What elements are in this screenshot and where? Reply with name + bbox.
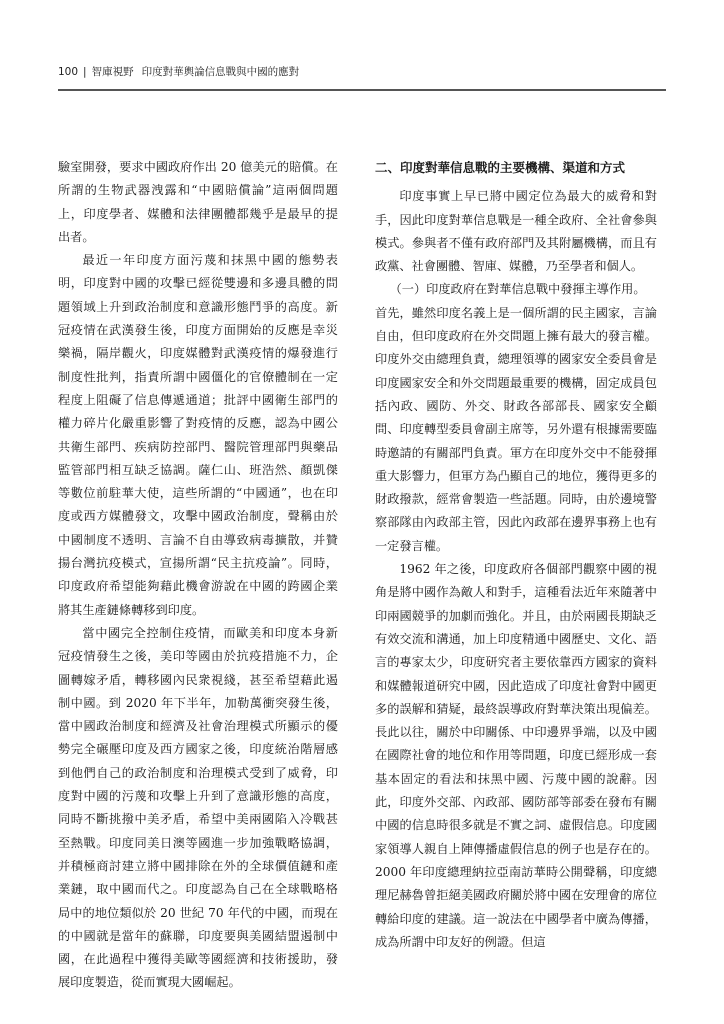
left-column (58, 156, 338, 995)
page-number: 100 (58, 65, 79, 78)
series-name: 智庫視野 (91, 66, 134, 78)
right-paragraph-2: 首先，雖然印度名義上是一個所謂的民主國家，言論自由，但印度政府在外交問題上擁有最大的發言權。印度外交由總理負責，總理領導的國家安全委員會是印度國家安全和外交問題最重要的機構，固定成員包括內政、國防、外交、財政各部部長、國家安全顧問、印度轉型委員會副主席等，另外還有根據需要臨時邀請的有關部門負責。軍方在印度外交中不能發揮重大影響力，但軍方為凸顯自己的地位，獲得更多的財政撥款，經常會製造一些話題。同時，由於邊境警察部隊由內政部主管，因此內政部在邊界事務上也有一定發言權。 (375, 305, 657, 553)
right-paragraph-1: 印度事實上早已將中國定位為最大的威脅和對手，因此印度對華信息戰是一種全政府、全社會參與模式。參與者不僅有政府部門及其附屬機構，而且有政黨、社會團體、智庫、媒體，乃至學者和個人。 (375, 189, 657, 274)
section-title: 二、印度對華信息戰的主要機構、渠道和方式 (375, 160, 626, 175)
left-paragraph-3: 當中國完全控制住疫情，而歐美和印度本身新冠疫情發生之後，美印等國由於抗疫措施不力，企圖轉嫁矛盾，轉移國內民衆視綫，甚至希望藉此遏制中國。到 2020 年下半年，加勒萬衝突發生後，當中國政治制度和經濟及社會治理模式所顯示的優勢完全碾壓印度及西方國家之後，印度統治階層感到他們自己的政治制度和治理模式受到了威脅，印度對中國的污蔑和攻擊上升到了意識形態的高度，同時不斷挑撥中美矛盾，希望中美兩國陷入冷戰甚至熱戰。印度同美日澳等國進一步加強戰略協調，并積極商討建立將中國排除在外的全球價值鏈和產業鏈，取中國而代之。印度認為自己在全球戰略格局中的地位類似於 20 世紀 70 年代的中國，而現在的中國就是當年的蘇聯，印度要與美國結盟遏制中國，在此過程中獲得美歐等國經濟和技術援助，發展印度製造，從而實現大國崛起。 (58, 625, 338, 990)
chapter-title: 印度對華輿論信息戰與中國的應對 (141, 66, 300, 78)
running-header (58, 64, 299, 79)
left-paragraph-2: 最近一年印度方面污蔑和抹黑中國的態勢表明，印度對中國的攻擊已經從雙邊和多邊具體的問題領域上升到政治制度和意識形態鬥爭的高度。新冠疫情在武漢發生後，印度方面開始的反應是幸災樂禍，隔岸觀火，印度媒體對武漢疫情的爆發進行制度性批判，指責所謂中國僵化的官僚體制在一定程度上阻礙了信息傳遞通道；批評中國衛生部門的權力碎片化嚴重影響了對疫情的反應，認為中國公共衛生部門、疾病防控部門、醫院管理部門與藥品監管部門相互缺乏協調。薩仁山、班浩然、顏凱傑等數位前駐華大使，這些所謂的“中國通”，也在印度或西方媒體發文，攻擊中國政治制度，聲稱由於中國制度不透明、言論不自由導致病毒擴散，并贊揚台灣抗疫模式，宣揚所謂“民主抗疫論”。同時，印度政府希望能夠藉此機會游說在中國的跨國企業將其生產鏈條轉移到印度。 (58, 253, 338, 617)
left-paragraph-1: 驗室開發，要求中國政府作出 20 億美元的賠償。在所謂的生物武器洩露和“中國賠償論”這兩個問題上，印度學者、媒體和法律團體都幾乎是最早的提出者。 (58, 160, 338, 244)
header-rule (58, 89, 666, 91)
subsection-title: （一）印度政府在對華信息戰中發揮主導作用。 (389, 282, 646, 297)
right-column (375, 156, 657, 954)
right-paragraph-3: 1962 年之後，印度政府各個部門觀察中國的視角是將中國作為敵人和對手，這種看法近年來隨著中印兩國競爭的加劇而強化。并且，由於兩國長期缺乏有效交流和溝通，加上印度精通中國歷史、文化、語言的專家太少，印度研究者主要依靠西方國家的資料和媒體報道研究中國，因此造成了印度社會對中國更多的誤解和猜疑，最終誤導政府對華決策出現偏差。長此以往，關於中印關係、中印邊界爭端，以及中國在國際社會的地位和作用等問題，印度已經形成一套基本固定的看法和抹黑中國、污蔑中國的說辭。因此，印度外交部、內政部、國防部等部委在發布有關中國的信息時很多就是不實之詞、虛假信息。印度國家領導人親自上陣傳播虛假信息的例子也是存在的。2000 年印度總理納拉亞南訪華時公開聲稱，印度總理尼赫魯曾拒絕美國政府關於將中國在安理會的席位轉給印度的建議。這一說法在中國學者中廣為傳播，成為所謂中印友好的例證。但這 (375, 562, 657, 949)
header-separator: | (83, 65, 87, 78)
